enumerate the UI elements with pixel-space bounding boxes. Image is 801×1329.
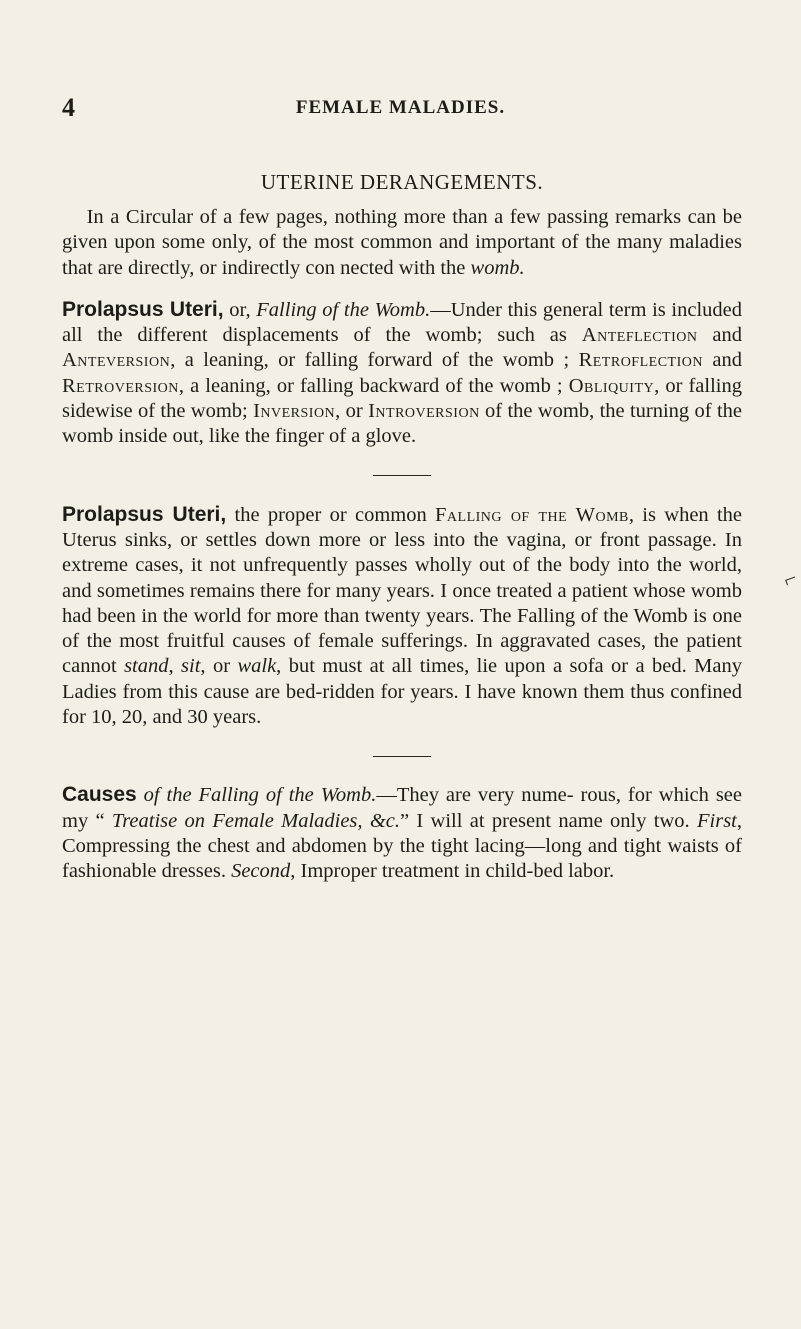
text-run: , — [168, 655, 182, 678]
intro-paragraph — [62, 205, 742, 281]
running-title: FEMALE MALADIES. — [295, 97, 506, 118]
term-introversion: Introversion — [368, 400, 480, 423]
divider-rule — [373, 756, 431, 757]
section-lead: Prolapsus Uteri, — [62, 502, 227, 526]
section-prolapsus — [62, 502, 742, 731]
text-run: , but must at all times, lie upon a sofa or a bed. Many Ladies from this cause are bed-ridden for years. I have known them thus confined for 10, 20, and 30 years. — [62, 655, 743, 729]
chapter-title: UTERINE DERANGEMENTS. — [260, 170, 544, 194]
text-run: or, — [223, 298, 257, 321]
text-run: , is when the Uterus sinks, or settles down more or less into the vagina, or front passage. In extreme cases, it not unfrequently passes wholly out of the body into the world, and sometimes remains there for many years. I once treated a patient whose womb had been in the world for more than twenty years. The Falling of the Womb is one of the most fruitful causes of female sufferings. In aggravated cases, the patient cannot — [62, 503, 743, 678]
margin-pencil-mark: ⌐ — [779, 564, 801, 593]
term-anteversion: Anteversion — [62, 349, 171, 372]
text-run: , a leaning, or falling backward of the womb ; — [178, 374, 569, 397]
text-run: ” I will at present name only two. — [400, 809, 697, 832]
text-run: —Under this general term is included all the different displacements of the womb; such as — [62, 298, 742, 347]
text-run: , Improper treatment in child-bed labor. — [290, 860, 615, 883]
text-run: , or falling sidewise of the womb; — [62, 374, 742, 423]
section-divider — [62, 730, 742, 782]
section-lead: Prolapsus Uteri, — [62, 297, 224, 321]
intro-emphasis: womb. — [470, 256, 525, 279]
text-run: , or — [335, 400, 369, 423]
text-run: , Compressing the chest and abdomen by the tight lacing—long and tight waists of fashionable dresses. — [62, 809, 742, 883]
spacer — [62, 281, 742, 297]
section-displacements — [62, 297, 742, 450]
section-subtitle: Falling of the Womb. — [256, 298, 431, 321]
term-retroversion: Retroversion — [62, 374, 179, 397]
emphasis-sit: sit — [181, 655, 201, 678]
running-head — [62, 93, 739, 123]
term-inversion: Inversion — [253, 400, 336, 423]
emphasis-walk: walk — [237, 655, 277, 678]
text-run: —They are very nume- rous, for which see my “ — [62, 784, 742, 832]
term-falling-of-the-womb: Falling of the Womb — [435, 503, 629, 526]
term-anteflection: Anteflection — [581, 324, 698, 347]
text-run: and — [697, 324, 742, 347]
treatise-reference: Treatise on Female Maladies, &c. — [111, 809, 401, 832]
text-run: , or — [200, 655, 238, 678]
emphasis-second: Second — [231, 860, 291, 883]
section-subtitle: of the Falling of the Womb. — [136, 784, 377, 807]
text-run: of the womb, the turning of the womb inside out, like the finger of a glove. — [62, 400, 742, 448]
section-causes — [62, 782, 742, 884]
section-lead: Causes — [62, 783, 137, 807]
intro-text: In a Circular of a few pages, nothing more than a few passing remarks can be given upon some only, of the most common and important of the many maladies that are directly, or indirectly con nected with the — [62, 206, 742, 279]
page-number: 4 — [62, 93, 75, 122]
term-obliquity: Obliquity — [568, 374, 655, 397]
emphasis-first: First — [697, 809, 737, 832]
emphasis-stand: stand — [124, 655, 169, 678]
section-divider — [62, 450, 742, 502]
term-retroflection: Retroflection — [578, 349, 703, 372]
text-run: the proper or common — [226, 503, 436, 526]
body-text — [62, 168, 742, 885]
divider-rule — [373, 475, 431, 476]
text-run: and — [702, 349, 742, 372]
text-run: , a leaning, or falling forward of the womb ; — [170, 349, 579, 372]
